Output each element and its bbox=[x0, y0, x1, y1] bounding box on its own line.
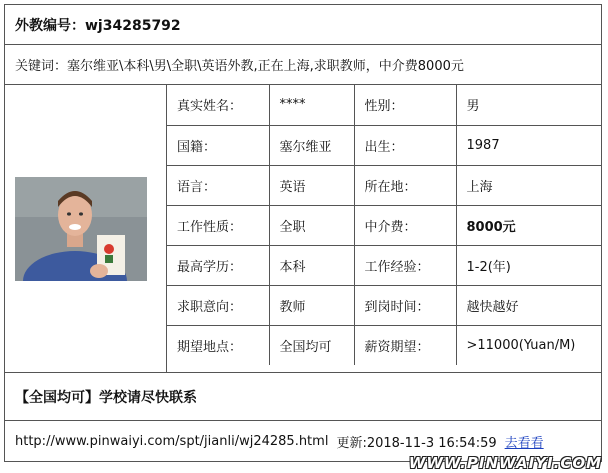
site-watermark: WWW.PINWAIYI.COM bbox=[408, 454, 602, 472]
value-gender: 男 bbox=[456, 85, 601, 125]
value-start-time: 越快越好 bbox=[456, 285, 601, 325]
value-expected-location: 全国均可 bbox=[269, 325, 354, 365]
value-job-type: 全职 bbox=[269, 205, 354, 245]
updated-time: 更新:2018-11-3 16:54:59 bbox=[336, 435, 497, 451]
view-link[interactable]: 去看看 bbox=[504, 435, 544, 451]
table-row bbox=[167, 125, 601, 165]
label-education: 最高学历： bbox=[167, 245, 269, 285]
value-education: 本科 bbox=[269, 245, 354, 285]
keywords-row bbox=[5, 45, 601, 85]
teacher-id-row bbox=[5, 5, 601, 45]
label-birth: 出生： bbox=[354, 125, 456, 165]
label-job-type: 工作性质： bbox=[167, 205, 269, 245]
teacher-card bbox=[4, 4, 602, 462]
info-table bbox=[167, 85, 601, 365]
call-to-action: 【全国均可】学校请尽快联系 bbox=[15, 389, 197, 406]
label-location: 所在地： bbox=[354, 165, 456, 205]
teacher-id: 外教编号：wj34285792 bbox=[15, 17, 181, 34]
table-row bbox=[167, 325, 601, 365]
label-job-intention: 求职意向： bbox=[167, 285, 269, 325]
value-salary: >11000(Yuan/M) bbox=[466, 337, 576, 353]
keywords-text: 关键词：塞尔维亚\本科\男\全职\英语外教,正在上海,求职教师，中介费8000元 bbox=[15, 59, 464, 74]
value-birth: 1987 bbox=[456, 125, 601, 165]
value-location: 上海 bbox=[456, 165, 601, 205]
profile-url: http://www.pinwaiyi.com/spt/jianli/wj24285.html bbox=[15, 433, 329, 449]
value-agency-fee: 8000元 bbox=[456, 205, 601, 245]
label-experience: 工作经验： bbox=[354, 245, 456, 285]
label-salary: 薪资期望： bbox=[354, 325, 456, 365]
value-nationality: 塞尔维亚 bbox=[269, 125, 354, 165]
table-row bbox=[167, 205, 601, 245]
call-to-action-row bbox=[5, 373, 601, 421]
label-gender: 性别： bbox=[354, 85, 456, 125]
label-agency-fee: 中介费： bbox=[354, 205, 456, 245]
label-nationality: 国籍： bbox=[167, 125, 269, 165]
label-real-name: 真实姓名： bbox=[167, 85, 269, 125]
value-job-intention: 教师 bbox=[269, 285, 354, 325]
profile-section bbox=[5, 85, 601, 373]
value-experience: 1-2(年) bbox=[456, 245, 601, 285]
table-row bbox=[167, 285, 601, 325]
table-row bbox=[167, 85, 601, 125]
value-language: 英语 bbox=[269, 165, 354, 205]
photo-cell bbox=[5, 85, 167, 372]
label-start-time: 到岗时间： bbox=[354, 285, 456, 325]
table-row bbox=[167, 245, 601, 285]
value-real-name: **** bbox=[269, 85, 354, 125]
label-expected-location: 期望地点： bbox=[167, 325, 269, 365]
table-row bbox=[167, 165, 601, 205]
label-language: 语言： bbox=[167, 165, 269, 205]
teacher-photo bbox=[15, 177, 147, 281]
